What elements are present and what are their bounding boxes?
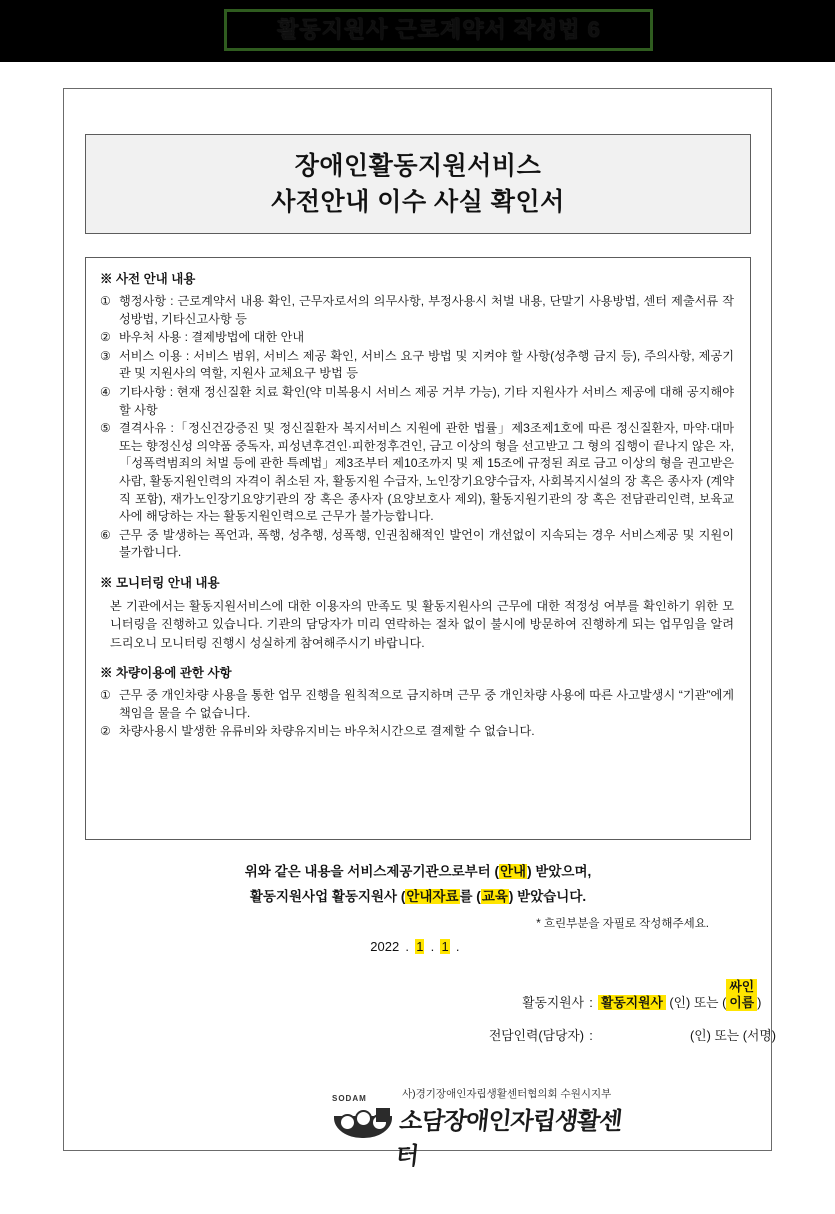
signature-sign-hint-line2: 이름: [729, 995, 755, 1010]
banner-title: 활동지원사 근로계약서 작성법 6: [277, 17, 601, 42]
date-sep-3: .: [455, 939, 460, 954]
statement-line-2-suffix: ) 받았습니다.: [508, 889, 587, 904]
signature-row-staff: [474, 1025, 776, 1044]
list-item: [100, 384, 734, 419]
list-marker: ②: [100, 724, 111, 739]
statement-line-2-prefix: 활동지원사업 활동지원사 (: [249, 889, 406, 904]
document-content-box: [85, 257, 751, 840]
date-sep-2: .: [430, 939, 435, 954]
list-text: 차량사용시 발생한 유류비와 차량유지비는 바우처시간으로 결제할 수 없습니다.: [119, 724, 535, 739]
signature-sign-hint-line1: 싸인: [729, 979, 755, 994]
document-page: [63, 88, 776, 1170]
list-item: [100, 527, 734, 562]
logo-wordmark: SODAM: [332, 1094, 367, 1103]
logo-dot-icon: [339, 1114, 356, 1131]
section-title-vehicle: ※ 차량이용에 관한 사항: [100, 666, 232, 681]
list-marker: ⑤: [100, 421, 111, 436]
statement-highlight-material: 안내자료: [406, 889, 459, 904]
signature-row-worker: [474, 979, 761, 1011]
statement-line-1-suffix: ) 받았으며,: [527, 864, 592, 879]
list-text: 서비스 이용 : 서비스 범위, 서비스 제공 확인, 서비스 요구 방법 및 지켜야 할 사항(성추행 금지 등), 주의사항, 제공기관 및 지원사의 역할, 지원사 교체요구 방법 등: [119, 348, 734, 381]
footer-center-name: 소담장애인자립생활센터: [394, 1106, 623, 1170]
prior-notice-list: [100, 293, 734, 562]
list-marker: ⑥: [100, 527, 111, 542]
monitoring-paragraph: 본 기관에서는 활동지원서비스에 대한 이용자의 만족도 및 활동지원사의 근무에 대한 적정성 여부를 확인하기 위한 모니터링을 진행하고 있습니다. 기관의 담당자가 미리 연락하는 절차 없이 불시에 방문하여 진행하게 되는 업무임을 알려드리오니 모니터링 진행시 성실하게 참여해주시기 바랍니다.: [110, 598, 734, 650]
statement-highlight-notice: 안내: [499, 864, 527, 879]
list-item: [100, 348, 734, 383]
sodam-logo-icon: [332, 1094, 394, 1140]
statement-highlight-education: 교육: [481, 889, 508, 904]
list-item: [100, 687, 734, 722]
section-title-monitoring: ※ 모니터링 안내 내용: [100, 575, 220, 590]
signature-suffix2-worker: ): [757, 995, 762, 1010]
list-item: [100, 723, 734, 741]
organization-footer: [332, 1084, 632, 1170]
logo-square-icon: [376, 1108, 390, 1122]
signature-name-worker: 활동지원사: [598, 995, 666, 1010]
signature-suffix-worker: (인) 또는 (: [669, 995, 727, 1010]
list-text: 바우처 사용 : 결제방법에 대한 안내: [119, 330, 305, 345]
list-marker: ①: [100, 688, 111, 703]
vehicle-list: [100, 687, 734, 741]
heading-line-2: 사전안내 이수 사실 확인서: [271, 188, 565, 216]
list-marker: ③: [100, 348, 111, 363]
signature-sign-hint: [726, 979, 757, 1011]
list-item: [100, 293, 734, 328]
list-marker: ①: [100, 294, 111, 308]
list-text: 결격사유 :「정신건강증진 및 정신질환자 복지서비스 지원에 관한 법률」제3조제1호에 따른 정신질환자, 마약·대마 또는 향정신성 의약품 중독자, 피성년후견인·피한정후견인, 금고 이상의 형을 선고받고 그 형의 집행이 끝나지 않은 자,「성폭력범죄의 처벌 등에 관한 특례법」제3조부터 제10조까지 및 제 15조에 규정된 죄로 금고 이상의 형을 권고받은 사람, 활동지원인력의 자격이 취소된 자, 활동지원 수급자, 노인장기요양수급자, 사회복지시설의 장 혹은 종사자 (계약직 포함), 재가노인장기요양기관의 장 혹은 종사자 (요양보호사 제외), 활동지원기관의 장 혹은 전담관리인력, 보육교사에 해당하는 자는 활동지원인력으로 근무가 불가능합니다.: [119, 421, 734, 524]
date-month: 1: [416, 939, 424, 954]
handwriting-note: * 흐린부분을 자필로 작성해주세요.: [536, 918, 709, 930]
date-year: 2022: [370, 939, 400, 954]
statement-line-1-prefix: 위와 같은 내용을 서비스제공기관으로부터 (: [244, 864, 499, 879]
statement-line-2: [85, 884, 751, 909]
signature-label-worker: 활동지원사: [522, 995, 584, 1010]
heading-line-1: 장애인활동지원서비스: [294, 152, 542, 180]
date-line: [85, 939, 751, 954]
list-text: 기타사항 : 현재 정신질환 치료 확인(약 미복용시 서비스 제공 거부 가능), 기타 지원사가 서비스 제공에 대해 공지해야 할 사항: [119, 384, 734, 417]
list-text: 근무 중 개인차량 사용을 통한 업무 진행을 원칙적으로 금지하며 근무 중 개인차량 사용에 따른 사고발생시 “기관”에게 책임을 물을 수 없습니다.: [119, 688, 734, 720]
date-day: 1: [441, 939, 449, 954]
section-title-prior-notice: ※ 사전 안내 내용: [100, 272, 196, 286]
document-heading-box: [85, 134, 751, 234]
list-text: 행정사항 : 근로계약서 내용 확인, 근무자로서의 의무사항, 부정사용시 처벌 내용, 단말기 사용방법, 센터 제출서류 작성방법, 기타신고사항 등: [119, 294, 734, 326]
list-marker: ④: [100, 384, 111, 399]
confirmation-statement: [85, 859, 751, 909]
signature-colon: :: [589, 1028, 593, 1043]
signature-colon: :: [589, 995, 593, 1010]
logo-dot-icon: [355, 1110, 372, 1127]
footer-association-line: 사)경기장애인자립생활센터협의회 수원시지부: [402, 1088, 612, 1100]
list-text: 근무 중 발생하는 폭언과, 폭행, 성추행, 성폭행, 인권침해적인 발언이 개선없이 지속되는 경우 서비스제공 및 지원이 불가합니다.: [119, 527, 734, 560]
list-marker: ②: [100, 330, 111, 345]
statement-line-2-mid: 를 (: [459, 889, 481, 904]
list-item: [100, 420, 734, 526]
signature-suffix-staff: (인) 또는 (서명): [690, 1028, 776, 1043]
date-sep-1: .: [405, 939, 410, 954]
statement-line-1: [85, 859, 751, 884]
signature-label-staff: 전담인력(담당자): [488, 1028, 584, 1043]
list-item: [100, 329, 734, 347]
